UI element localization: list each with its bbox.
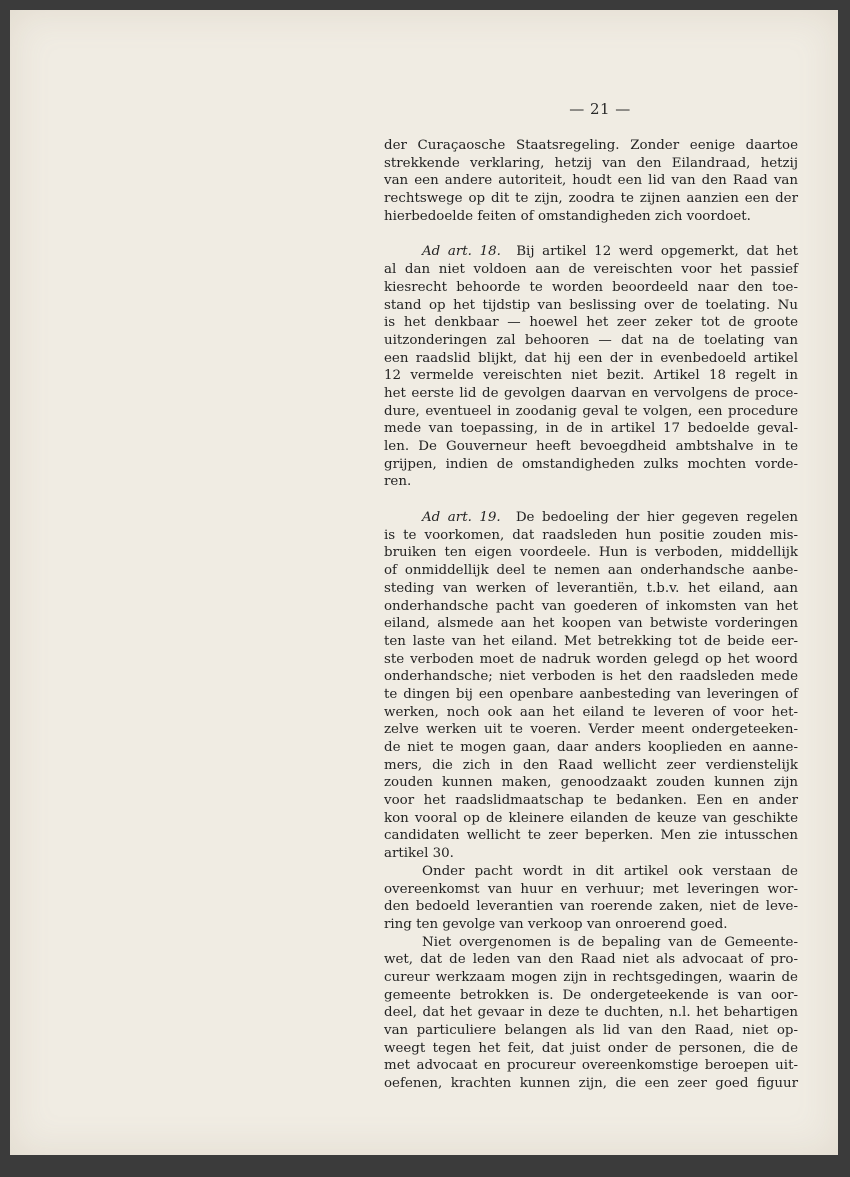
- text-line: ste verboden moet de nadruk worden gelegd op het woord: [384, 651, 798, 667]
- text-line: met advocaat en procureur overeenkomstige beroepen uit-: [384, 1058, 798, 1074]
- text-line: voor het raadslidmaatschap te bedanken. Een en ander: [384, 793, 798, 809]
- text-line: ring ten gevolge van verkoop van onroerend goed.: [384, 916, 728, 932]
- text-line: onderhandsche pacht van goederen of inkomsten van het: [384, 598, 798, 614]
- text-line: candidaten wellicht te zeer beperken. Men zie intusschen: [384, 828, 798, 844]
- text-line: cureur werkzaam mogen zijn in rechtsgedingen, waarin de: [384, 969, 798, 985]
- text-line: strekkende verklaring, hetzij van den Eilandraad, hetzij: [384, 155, 798, 171]
- text-line: mede van toepassing, in de in artikel 17 bedoelde geval-: [384, 421, 798, 437]
- text-line: deel, dat het gevaar in deze te duchten, n.l. het behartigen: [384, 1005, 798, 1021]
- text-line: Niet overgenomen is de bepaling van de Gemeente-: [422, 934, 798, 950]
- text-line: artikel 30.: [384, 846, 454, 862]
- text-line: len. De Gouverneur heeft bevoegdheid ambtshalve in te: [384, 439, 798, 454]
- text-line: ten laste van het eiland. Met betrekking tot de beide eer-: [384, 633, 798, 649]
- text-line: kon vooral op de kleinere eilanden de keuze van geschikte: [384, 810, 798, 826]
- text-line: van particuliere belangen als lid van den Raad, niet op-: [384, 1023, 798, 1038]
- text-line: bruiken ten eigen voordeele. Hun is verboden, middellijk: [384, 545, 798, 561]
- text-line: overeenkomst van huur en verhuur; met leveringen wor-: [384, 881, 798, 897]
- paragraph: [384, 934, 798, 1093]
- paragraph: [384, 509, 798, 863]
- text-line: al dan niet voldoen aan de vereischten voor het passief: [384, 262, 798, 278]
- text-line: is te voorkomen, dat raadsleden hun positie zouden mis-: [384, 527, 798, 543]
- text-line: 12 vermelde vereischten niet bezit. Artikel 18 regelt in: [384, 368, 798, 384]
- text-line: zouden kunnen maken, genoodzaakt zouden kunnen zijn: [384, 775, 798, 791]
- text-line: van een andere autoriteit, houdt een lid van den Raad van: [384, 173, 798, 189]
- text-line: eiland, alsmede aan het koopen van betwiste vorderingen: [384, 616, 798, 632]
- text-line: [384, 243, 798, 261]
- text-line: ren.: [384, 474, 412, 490]
- text-line: hierbedoelde feiten of omstandigheden zich voordoet.: [384, 208, 751, 224]
- text-line: uitzonderingen zal behooren — dat na de toelating van: [384, 332, 798, 348]
- text-line: grijpen, indien de omstandigheden zulks mochten vorde-: [384, 456, 798, 472]
- text-fragment: Bij artikel 12 werd opgemerkt, dat het: [516, 244, 798, 260]
- text-fragment: De bedoeling der hier gegeven regelen: [515, 510, 798, 526]
- text-line: [384, 509, 798, 527]
- text-line: onderhandsche; niet verboden is het den raadsleden mede: [384, 669, 798, 685]
- text-line: wet, dat de leden van den Raad niet als advocaat of pro-: [384, 952, 798, 968]
- text-line: Onder pacht wordt in dit artikel ook verstaan de: [422, 863, 798, 879]
- text-line: den bedoeld leverantien van roerende zaken, niet de leve-: [384, 899, 798, 915]
- text-line: steding van werken of leverantiën, t.b.v. het eiland, aan: [384, 580, 798, 596]
- page-number: — 21 —: [569, 100, 631, 118]
- text-line: rechtswege op dit te zijn, zoodra te zijnen aanzien een der: [384, 191, 798, 207]
- body-text: [384, 137, 798, 1093]
- article-heading: Ad art. 18.: [422, 244, 501, 260]
- paragraph: [384, 863, 798, 934]
- text-line: kiesrecht behoorde te worden beoordeeld naar den toe-: [384, 279, 798, 295]
- text-line: stand op het tijdstip van beslissing over de toelating. Nu: [384, 297, 798, 313]
- text-line: gemeente betrokken is. De ondergeteekende is van oor-: [384, 987, 798, 1003]
- paragraph: [384, 243, 798, 491]
- text-line: te dingen bij een openbare aanbesteding van leveringen of: [384, 686, 798, 702]
- paragraph: [384, 137, 798, 225]
- text-line: is het denkbaar — hoewel het zeer zeker tot de groote: [384, 315, 798, 331]
- text-line: werken, noch ook aan het eiland te leveren of voor het-: [384, 704, 798, 720]
- text-line: mers, die zich in den Raad wellicht zeer verdienstelijk: [384, 757, 798, 773]
- text-line: der Curaçaosche Staatsregeling. Zonder eenige daartoe: [384, 138, 798, 153]
- text-line: of onmiddellijk deel te nemen aan onderhandsche aanbe-: [384, 563, 798, 579]
- text-line: het eerste lid de gevolgen daarvan en vervolgens de proce-: [384, 385, 798, 401]
- text-line: zelve werken uit te voeren. Verder meent ondergeteeken-: [384, 722, 798, 738]
- text-line: een raadslid blijkt, dat hij een der in evenbedoeld artikel: [384, 350, 798, 366]
- document-page: [10, 10, 838, 1155]
- text-line: dure, eventueel in zoodanig geval te volgen, een procedure: [384, 403, 798, 419]
- article-heading: Ad art. 19.: [422, 510, 501, 526]
- text-line: oefenen, krachten kunnen zijn, die een zeer goed figuur: [384, 1076, 798, 1092]
- text-line: weegt tegen het feit, dat juist onder de personen, die de: [384, 1040, 798, 1056]
- text-line: de niet te mogen gaan, daar anders kooplieden en aanne-: [384, 740, 798, 755]
